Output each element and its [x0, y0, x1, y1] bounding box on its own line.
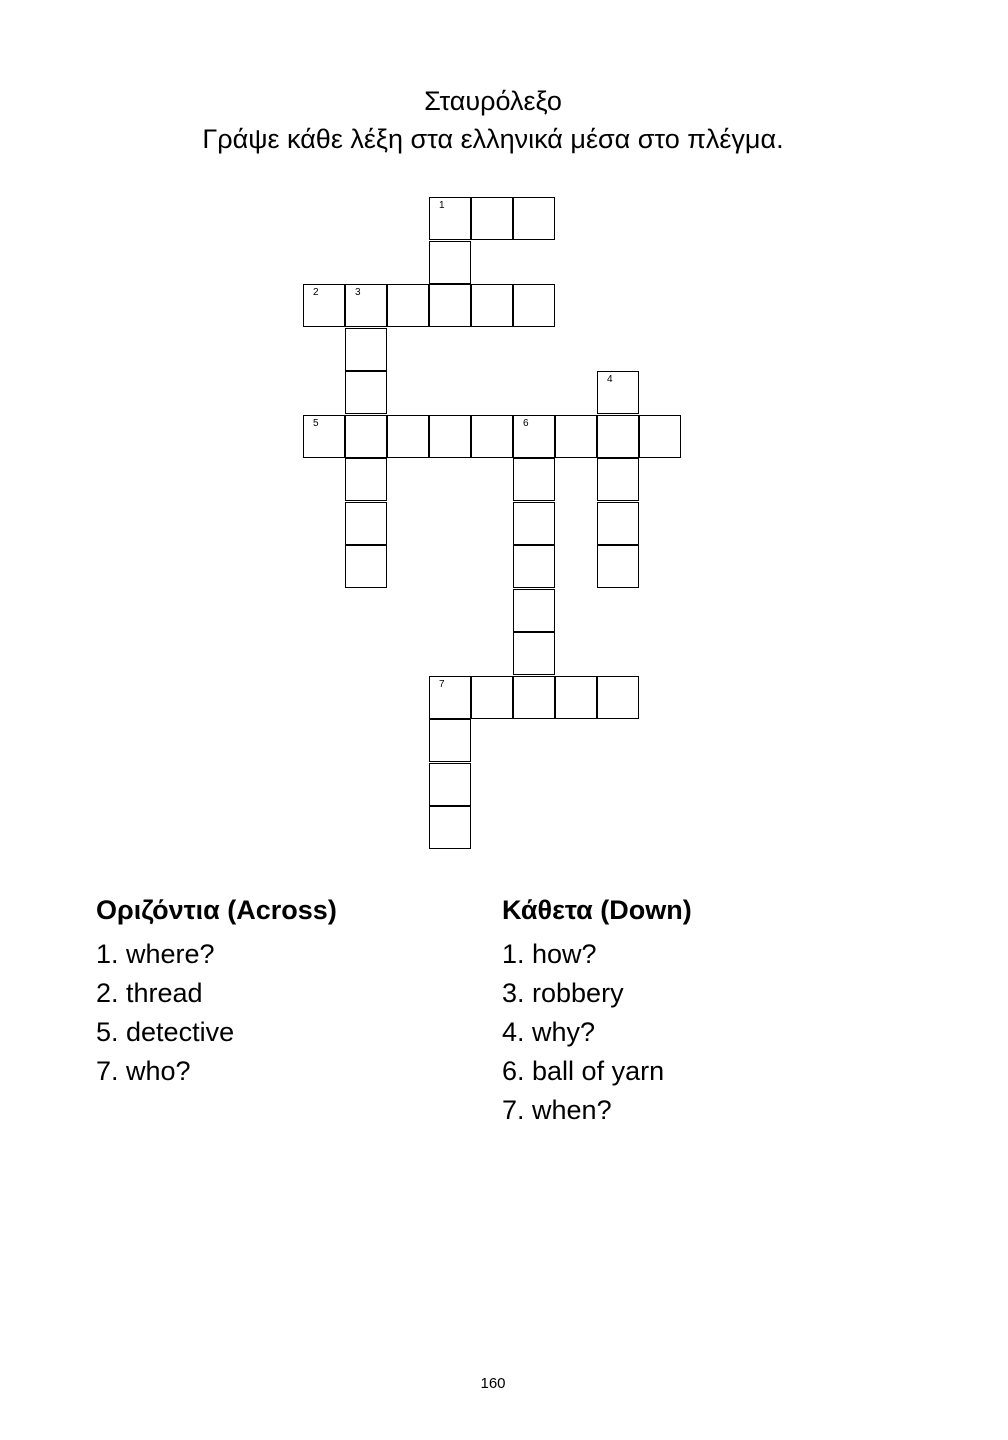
clue-number: 7	[439, 679, 445, 690]
crossword-cell[interactable]	[639, 415, 681, 458]
crossword-cell[interactable]	[597, 415, 639, 458]
clue-number: 3	[355, 287, 361, 298]
crossword-cell[interactable]	[429, 197, 471, 240]
crossword-cell[interactable]	[597, 458, 639, 501]
crossword-cell[interactable]	[513, 415, 555, 458]
crossword-cell[interactable]	[555, 676, 597, 719]
clue-number: 5	[313, 418, 319, 429]
down-heading: Κάθετα (Down)	[502, 895, 692, 925]
down-clue: 7. when?	[502, 1095, 612, 1125]
page-title: Σταυρόλεξο	[424, 86, 562, 116]
crossword-cell[interactable]	[597, 371, 639, 414]
across-clue: 1. where?	[96, 939, 215, 969]
crossword-cell[interactable]	[597, 545, 639, 588]
crossword-cell[interactable]	[345, 545, 387, 588]
crossword-cell[interactable]	[345, 458, 387, 501]
crossword-cell[interactable]	[345, 328, 387, 371]
down-clue: 1. how?	[502, 939, 597, 969]
down-clues	[502, 893, 692, 1130]
crossword-cell[interactable]	[429, 241, 471, 284]
crossword-cell[interactable]	[429, 415, 471, 458]
crossword-cell[interactable]	[429, 676, 471, 719]
clue-number: 4	[607, 374, 613, 385]
across-heading: Οριζόντια (Across)	[96, 895, 337, 925]
crossword-cell[interactable]	[345, 284, 387, 327]
across-clue: 7. who?	[96, 1056, 191, 1086]
crossword-cell[interactable]	[387, 284, 429, 327]
down-clue: 3. robbery	[502, 978, 624, 1008]
crossword-cell[interactable]	[513, 197, 555, 240]
crossword-cell[interactable]	[471, 197, 513, 240]
crossword-cell[interactable]	[387, 415, 429, 458]
across-clues	[96, 893, 337, 1091]
crossword-cell[interactable]	[429, 806, 471, 849]
crossword-cell[interactable]	[513, 632, 555, 675]
crossword-cell[interactable]	[597, 502, 639, 545]
crossword-cell[interactable]	[345, 415, 387, 458]
crossword-cell[interactable]	[513, 545, 555, 588]
crossword-cell[interactable]	[303, 284, 345, 327]
page-number: 160	[480, 1375, 506, 1392]
clue-number: 6	[523, 418, 529, 429]
across-clue: 5. detective	[96, 1017, 235, 1047]
crossword-cell[interactable]	[471, 415, 513, 458]
crossword-cell[interactable]	[513, 458, 555, 501]
crossword-cell[interactable]	[471, 676, 513, 719]
crossword-cell[interactable]	[513, 676, 555, 719]
crossword-cell[interactable]	[555, 415, 597, 458]
clue-number: 1	[439, 200, 445, 211]
crossword-cell[interactable]	[429, 719, 471, 762]
down-clue: 6. ball of yarn	[502, 1056, 665, 1086]
clue-number: 2	[313, 287, 319, 298]
crossword-cell[interactable]	[429, 284, 471, 327]
crossword-cell[interactable]	[429, 763, 471, 806]
crossword-cell[interactable]	[471, 284, 513, 327]
crossword-cell[interactable]	[345, 502, 387, 545]
crossword-cell[interactable]	[513, 284, 555, 327]
crossword-cell[interactable]	[345, 371, 387, 414]
instruction-text: Γράψε κάθε λέξη στα ελληνικά μέσα στο πλέγμα.	[202, 124, 784, 154]
down-clue: 4. why?	[502, 1017, 596, 1047]
crossword-cell[interactable]	[303, 415, 345, 458]
crossword-cell[interactable]	[597, 676, 639, 719]
crossword-cell[interactable]	[513, 502, 555, 545]
across-clue: 2. thread	[96, 978, 203, 1008]
crossword-cell[interactable]	[513, 589, 555, 632]
